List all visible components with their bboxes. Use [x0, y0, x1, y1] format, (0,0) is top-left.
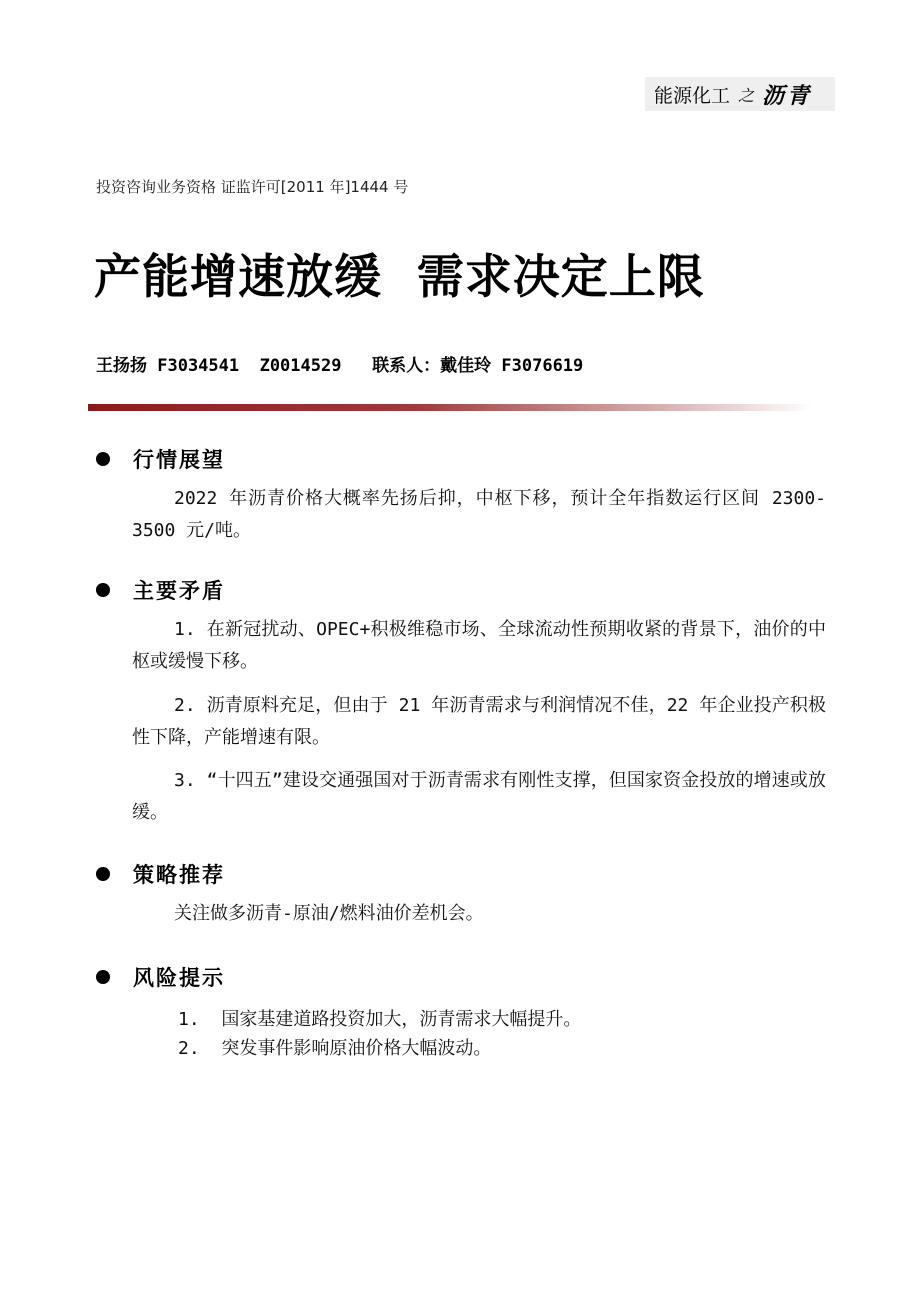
report-title: 产能增速放缓 需求决定上限 — [94, 250, 705, 305]
paragraph: 关注做多沥青-原油/燃料油价差机会。 — [174, 903, 484, 924]
section-heading-strategy — [96, 859, 225, 889]
section-heading-outlook — [96, 444, 225, 474]
header-category: 能源化工 — [654, 84, 731, 107]
section-title: 风险提示 — [133, 965, 225, 990]
section-title: 行情展望 — [133, 447, 225, 472]
paragraph: 3. “十四五”建设交通强国对于沥青需求有刚性支撑，但国家资金投放的增速或放缓。 — [132, 770, 826, 823]
header-connector: 之 — [738, 85, 755, 105]
bullet-icon — [96, 970, 110, 984]
list-item: 1. 国家基建道路投资加大，沥青需求大幅提升。 — [178, 1009, 582, 1030]
bullet-icon — [96, 867, 110, 881]
bullet-icon — [96, 583, 110, 597]
section-heading-main-conflicts — [96, 575, 225, 605]
paragraph: 1. 在新冠扰动、OPEC+积极维稳市场、全球流动性预期收紧的背景下，油价的中枢或缓慢下移。 — [132, 619, 826, 672]
section-title: 策略推荐 — [133, 862, 225, 887]
section-heading-risk — [96, 962, 225, 992]
list-item: 2. 突发事件影响原油价格大幅波动。 — [178, 1038, 492, 1059]
paragraph: 2022 年沥青价格大概率先扬后抑，中枢下移，预计全年指数运行区间 2300-3500 元/吨。 — [132, 488, 826, 541]
bullet-icon — [96, 452, 110, 466]
header-product: 沥青 — [762, 82, 813, 109]
title-divider — [88, 404, 813, 411]
license-text: 投资咨询业务资格 证监许可[2011 年]1444 号 — [96, 178, 409, 196]
paragraph: 2. 沥青原料充足，但由于 21 年沥青需求与利润情况不佳，22 年企业投产积极性下降，产能增速有限。 — [132, 695, 826, 748]
author-line: 王扬扬 F3034541 Z0014529 联系人：戴佳玲 F3076619 — [96, 356, 584, 376]
header-category-tag — [645, 77, 835, 111]
section-title: 主要矛盾 — [133, 578, 225, 603]
